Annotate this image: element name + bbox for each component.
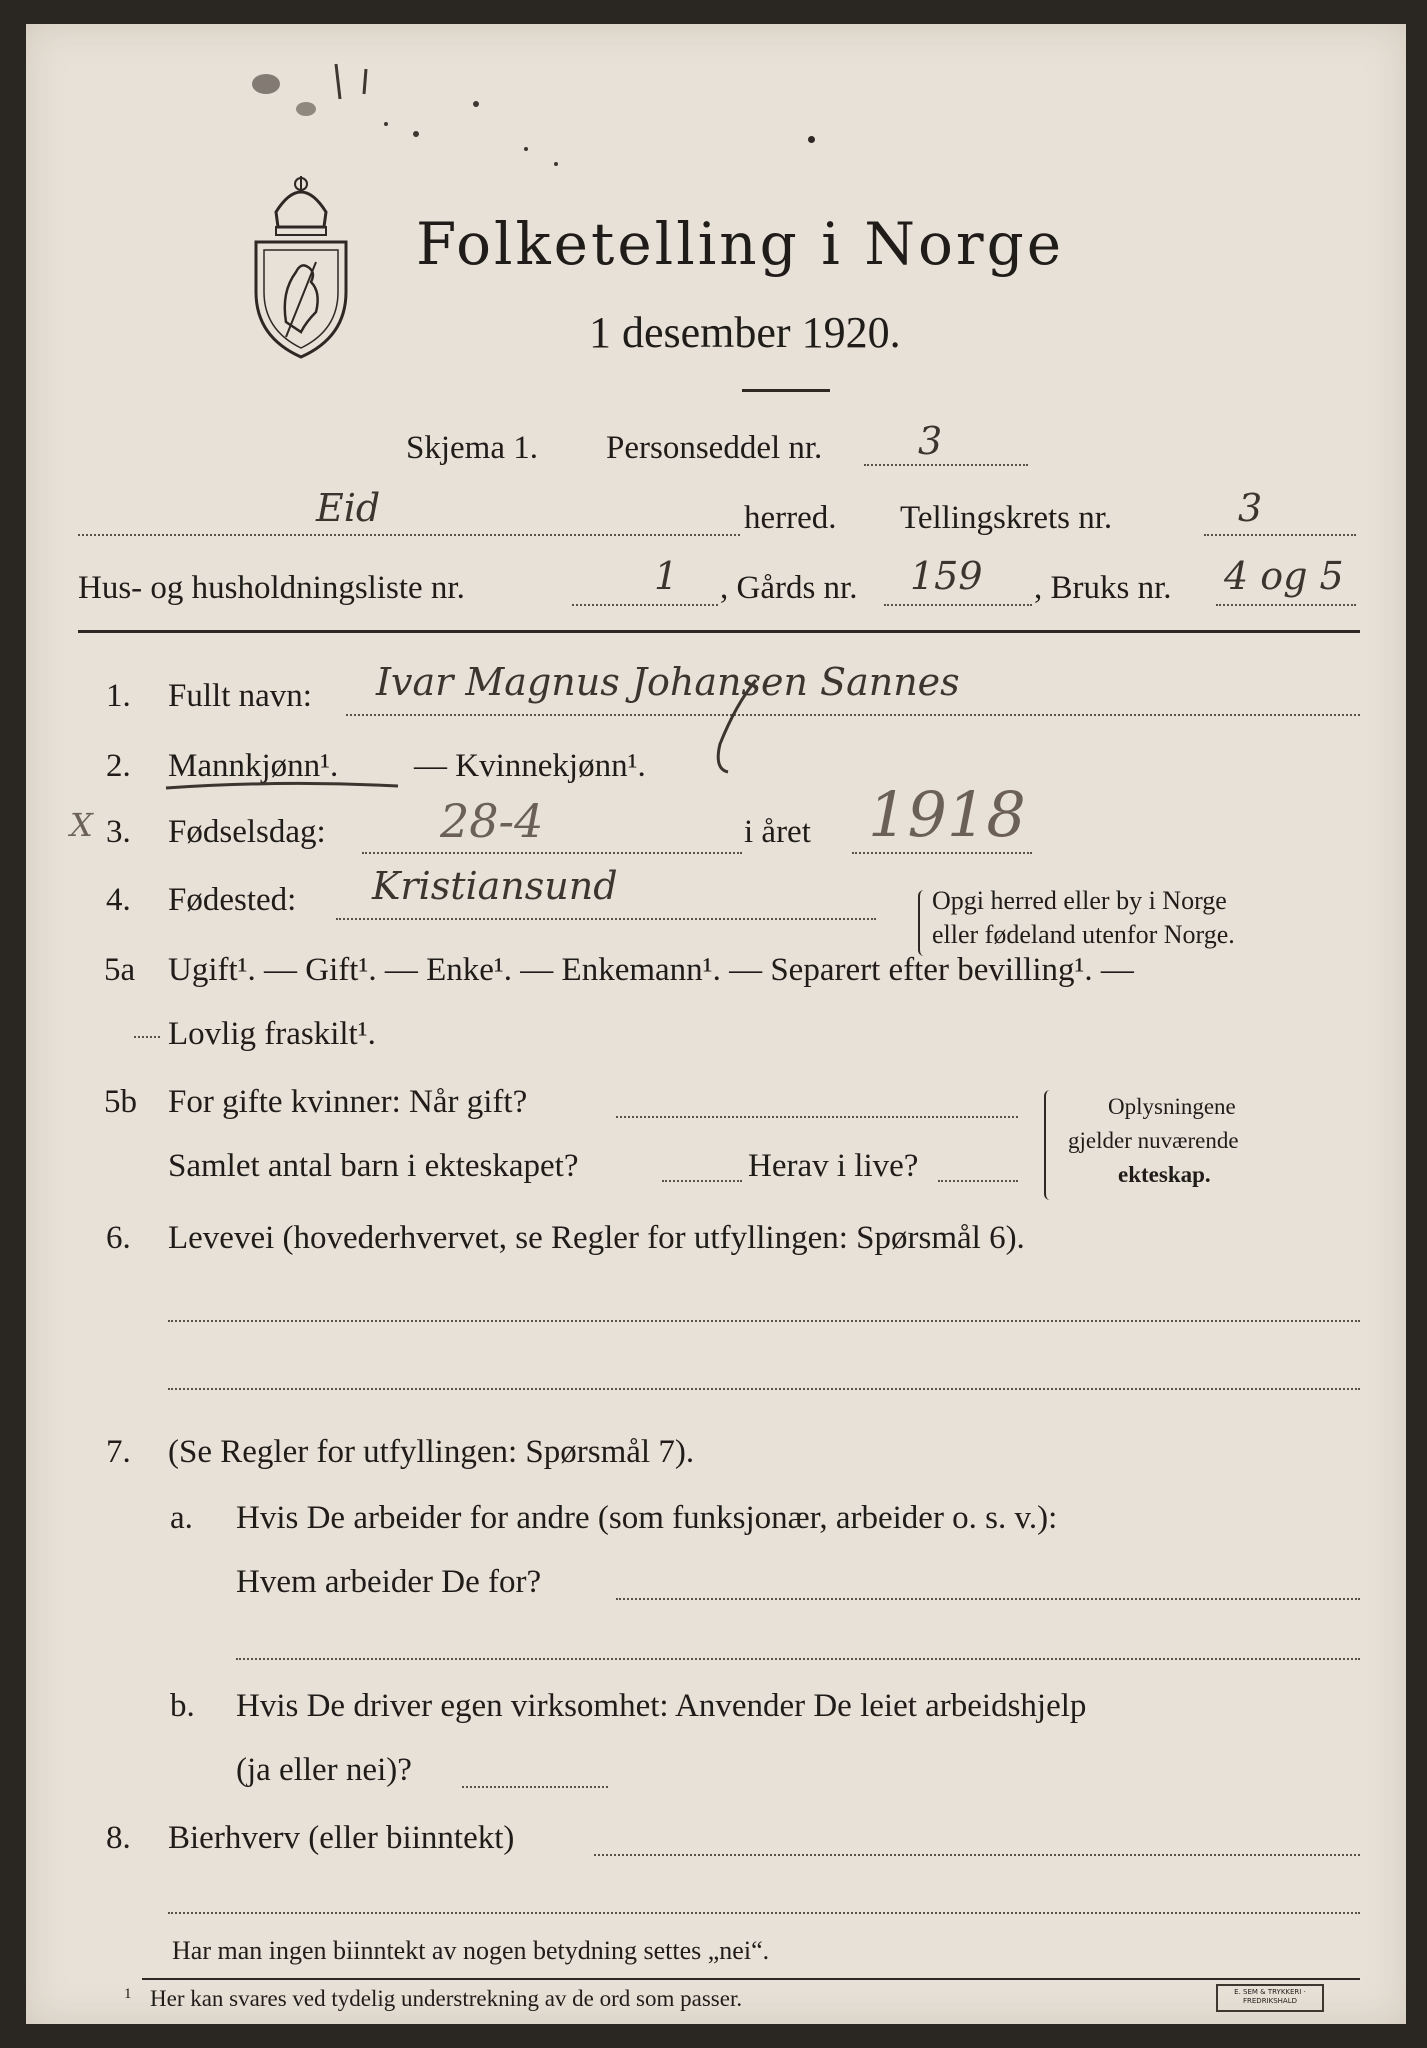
herred-value[interactable]: Eid bbox=[316, 486, 381, 530]
q4-label: Fødested: bbox=[168, 882, 297, 918]
birthdate-value[interactable]: 28-4 bbox=[440, 794, 544, 848]
q7-number: 7. bbox=[106, 1434, 131, 1470]
q2-female-option[interactable]: — Kvinnekjønn¹. bbox=[414, 748, 646, 784]
q5b-note-line1: Oplysningene bbox=[1108, 1094, 1236, 1119]
side-income-line2 bbox=[168, 1912, 1360, 1914]
herred-line bbox=[78, 534, 740, 536]
q7b-letter: b. bbox=[170, 1688, 195, 1724]
side-income-line bbox=[594, 1854, 1360, 1856]
q4-note-line2: eller fødeland utenfor Norge. bbox=[932, 920, 1235, 949]
footer-divider bbox=[142, 1978, 1360, 1980]
herred-label: herred. bbox=[744, 500, 837, 536]
q4-number: 4. bbox=[106, 882, 131, 918]
form-title: Folketelling i Norge bbox=[416, 210, 1065, 278]
q5a-options-line2[interactable]: Lovlig fraskilt¹. bbox=[168, 1016, 376, 1052]
bruks-line bbox=[1216, 604, 1356, 606]
skjema-label: Skjema 1. bbox=[406, 430, 538, 466]
occupation-line1 bbox=[168, 1320, 1360, 1322]
q5b-note-line2: gjelder nuværende bbox=[1068, 1128, 1239, 1153]
header-divider bbox=[78, 630, 1360, 633]
birthplace-line bbox=[336, 918, 876, 920]
gards-value[interactable]: 159 bbox=[910, 554, 983, 598]
q5a-options-line1[interactable]: Ugift¹. — Gift¹. — Enke¹. — Enkemann¹. — Separert efter bevilling¹. — bbox=[168, 952, 1134, 988]
q6-label: Levevei (hovederhvervet, se Regler for utfyllingen: Spørsmål 6). bbox=[168, 1220, 1025, 1256]
q4-note-brace bbox=[918, 890, 928, 956]
hus-line bbox=[572, 604, 718, 606]
q8-number: 8. bbox=[106, 1820, 131, 1856]
hus-value[interactable]: 1 bbox=[654, 554, 679, 598]
q6-number: 6. bbox=[106, 1220, 131, 1256]
ink-smudge-marks bbox=[236, 54, 596, 184]
married-when-line bbox=[616, 1116, 1018, 1118]
bruks-label: , Bruks nr. bbox=[1034, 570, 1172, 606]
q8-label: Bierhverv (eller biinntekt) bbox=[168, 1820, 515, 1856]
margin-mark: X bbox=[70, 806, 93, 844]
personseddel-line bbox=[864, 464, 1028, 466]
title-divider bbox=[742, 389, 830, 392]
q1-number: 1. bbox=[106, 678, 131, 714]
q5b-children-label: Samlet antal barn i ekteskapet? bbox=[168, 1148, 579, 1184]
q7-label: (Se Regler for utfyllingen: Spørsmål 7). bbox=[168, 1434, 695, 1470]
q4-note-line1: Opgi herred eller by i Norge bbox=[932, 886, 1227, 915]
q7b-line1: Hvis De driver egen virksomhet: Anvender De leiet arbeidshjelp bbox=[236, 1688, 1087, 1724]
q5b-married-when-label: For gifte kvinner: Når gift? bbox=[168, 1084, 528, 1120]
q7a-employer-label: Hvem arbeider De for? bbox=[236, 1564, 542, 1600]
ink-dot bbox=[808, 136, 815, 143]
checkmark-stroke bbox=[706, 674, 766, 784]
q5b-alive-label: Herav i live? bbox=[748, 1148, 919, 1184]
q5b-note-line3: ekteskap. bbox=[1118, 1162, 1211, 1187]
margin-dash bbox=[134, 1036, 160, 1038]
tellingskrets-line bbox=[1204, 534, 1356, 536]
q1-label: Fullt navn: bbox=[168, 678, 312, 714]
birthyear-value[interactable]: 1918 bbox=[868, 778, 1026, 851]
printer-stamp: E. SEM & TRYKKERI · FREDRIKSHALD bbox=[1216, 1984, 1324, 2012]
q5b-note-brace bbox=[1044, 1090, 1054, 1200]
gards-line bbox=[884, 604, 1032, 606]
employer-line2 bbox=[236, 1658, 1360, 1660]
q2-male-option[interactable]: Mannkjønn¹. bbox=[168, 748, 339, 784]
children-alive-line bbox=[938, 1180, 1018, 1182]
personseddel-value[interactable]: 3 bbox=[918, 419, 943, 463]
gards-label: , Gårds nr. bbox=[720, 570, 858, 606]
form-date: 1 desember 1920. bbox=[589, 308, 901, 357]
birthyear-line bbox=[852, 852, 1032, 854]
hus-label: Hus- og husholdningsliste nr. bbox=[78, 570, 465, 606]
footnote-mark: 1 bbox=[124, 1986, 132, 2002]
male-underline-mark bbox=[162, 778, 402, 794]
tellingskrets-value[interactable]: 3 bbox=[1238, 486, 1263, 530]
q2-number: 2. bbox=[106, 748, 131, 784]
q3-label: Fødselsdag: bbox=[168, 814, 326, 850]
q7a-line1: Hvis De arbeider for andre (som funksjonær, arbeider o. s. v.): bbox=[236, 1500, 1058, 1536]
bruks-value[interactable]: 4 og 5 bbox=[1224, 554, 1344, 598]
q8-note: Har man ingen biinntekt av nogen betydning settes „nei“. bbox=[172, 1936, 770, 1965]
q3-year-label: i året bbox=[744, 814, 811, 850]
footnote-text: Her kan svares ved tydelig understrekning av de ord som passer. bbox=[150, 1986, 743, 2011]
hired-help-line bbox=[462, 1786, 608, 1788]
q3-number: 3. bbox=[106, 814, 131, 850]
q7b-hired-help-label: (ja eller nei)? bbox=[236, 1752, 412, 1788]
birthdate-line bbox=[362, 852, 742, 854]
children-total-line bbox=[662, 1180, 742, 1182]
occupation-line2 bbox=[168, 1388, 1360, 1390]
employer-line bbox=[616, 1598, 1360, 1600]
full-name-value[interactable]: Ivar Magnus Johansen Sannes bbox=[376, 660, 960, 704]
q7a-letter: a. bbox=[170, 1500, 193, 1536]
q5b-number: 5b bbox=[104, 1084, 137, 1120]
tellingskrets-label: Tellingskrets nr. bbox=[900, 500, 1113, 536]
q5a-number: 5a bbox=[104, 952, 136, 988]
q1-line bbox=[346, 714, 1360, 716]
birthplace-value[interactable]: Kristiansund bbox=[372, 864, 618, 908]
norway-coat-of-arms-icon bbox=[246, 172, 356, 362]
census-form-page bbox=[26, 24, 1406, 2024]
personseddel-label: Personseddel nr. bbox=[606, 430, 823, 466]
